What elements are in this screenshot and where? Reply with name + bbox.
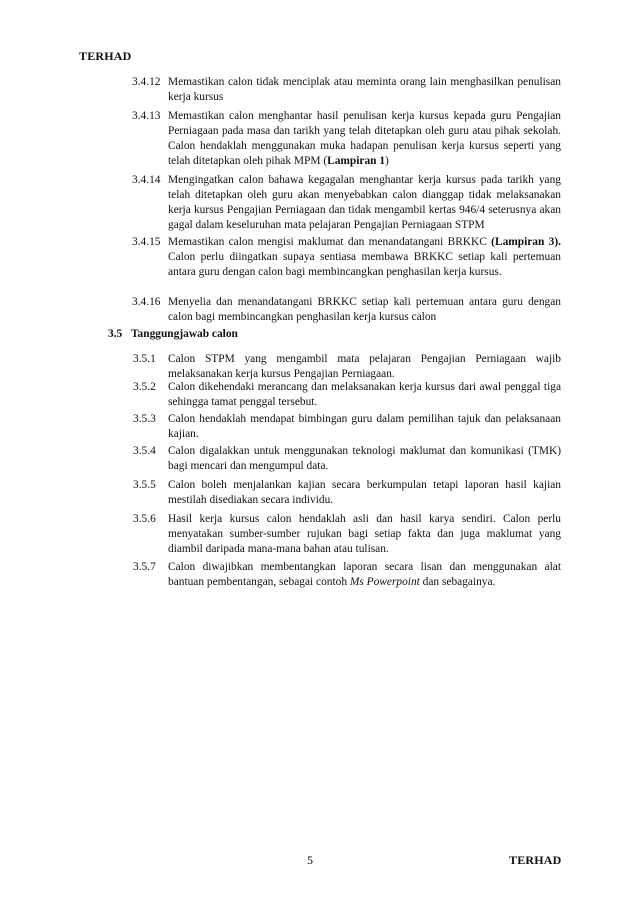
section-number: 3.5 [108,328,123,340]
item-text [168,235,561,280]
item-number: 3.5.1 [133,353,156,365]
item-number: 3.5.4 [133,445,156,457]
item-text-part: Memastikan calon mengisi maklumat dan menandatangani BRKKC [168,236,492,248]
page-number: 5 [307,853,313,867]
item-number: 3.5.2 [133,381,156,393]
item-number: 3.5.5 [133,479,156,491]
item-text-part: dan sebagainya. [419,576,496,588]
item-number: 3.5.7 [133,561,156,573]
section-title: Tanggungjawab calon [131,328,238,340]
item-number: 3.4.16 [132,296,161,308]
item-text-part: ) [385,155,389,167]
item-text-part: Calon diwajibkan membentangkan laporan secara lisan dan menggunakan alat bantuan pembentangan, sebagai contoh [168,561,561,588]
item-text: Mengingatkan calon bahawa kegagalan menghantar kerja kursus pada tarikh yang telah ditetapkan oleh guru akan menyebabkan calon dianggap tidak melaksanakan kerja kursus Pengajian Perniagaan dan tidak mengambil kertas 946/4 seterusnya akan gagal dalam keseluruhan mata pelajaran Pengajian Perniagaan STPM [168,174,561,231]
appendix-reference: (Lampiran 3). [491,236,561,248]
item-number: 3.4.15 [132,236,161,248]
classification-footer: TERHAD [509,853,562,867]
item-text: Hasil kerja kursus calon hendaklah asli dan hasil karya sendiri. Calon perlu menyatakan sumber-sumber rujukan bagi setiap fakta dan juga maklumat yang diambil daripada mana-mana bahan atau tulisan. [168,513,561,555]
item-text: Calon digalakkan untuk menggunakan teknologi maklumat dan komunikasi (TMK) bagi mencari dan mengumpul data. [168,445,561,472]
item-text [168,560,561,590]
item-number: 3.4.13 [132,110,161,122]
item-text: Calon dikehendaki merancang dan melaksanakan kerja kursus dari awal penggal tiga sehingga tamat penggal tersebut. [168,381,561,408]
item-number: 3.4.14 [132,174,161,186]
item-text-part: Calon perlu diingatkan supaya sentiasa membawa BRKKC setiap kali pertemuan antara guru dengan calon bagi membincangkan penghasilan kerja kursus. [168,251,561,278]
item-text: Calon hendaklah mendapat bimbingan guru dalam pemilihan tajuk dan pelaksanaan kajian. [168,413,561,440]
item-text: Calon boleh menjalankan kajian secara berkumpulan tetapi laporan hasil kajian mestilah disediakan secara individu. [168,479,561,506]
item-text: Menyelia dan menandatangani BRKKC setiap kali pertemuan antara guru dengan calon bagi membincangkan penghasilan kerja kursus calon [168,296,561,323]
item-text: Memastikan calon tidak menciplak atau meminta orang lain menghasilkan penulisan kerja kursus [168,76,561,103]
item-number: 3.5.3 [133,413,156,425]
item-text-part: Memastikan calon menghantar hasil penulisan kerja kursus kepada guru Pengajian Perniagaan pada masa dan tarikh yang telah ditetapkan oleh guru atau pihak sekolah. Calon hendaklah menggunakan muka hadapan penulisan kerja kursus seperti yang telah ditetapkan oleh pihak MPM ( [168,110,561,167]
classification-header: TERHAD [79,49,132,63]
item-text: Calon STPM yang mengambil mata pelajaran Pengajian Perniagaan wajib melaksanakan kerja kursus Pengajian Perniagaan. [168,353,561,380]
item-number: 3.5.6 [133,513,156,525]
item-text [168,109,561,169]
software-name: Ms Powerpoint [349,576,420,588]
section-heading [108,327,238,342]
item-number: 3.4.12 [132,76,161,88]
appendix-reference: Lampiran 1 [327,155,386,167]
